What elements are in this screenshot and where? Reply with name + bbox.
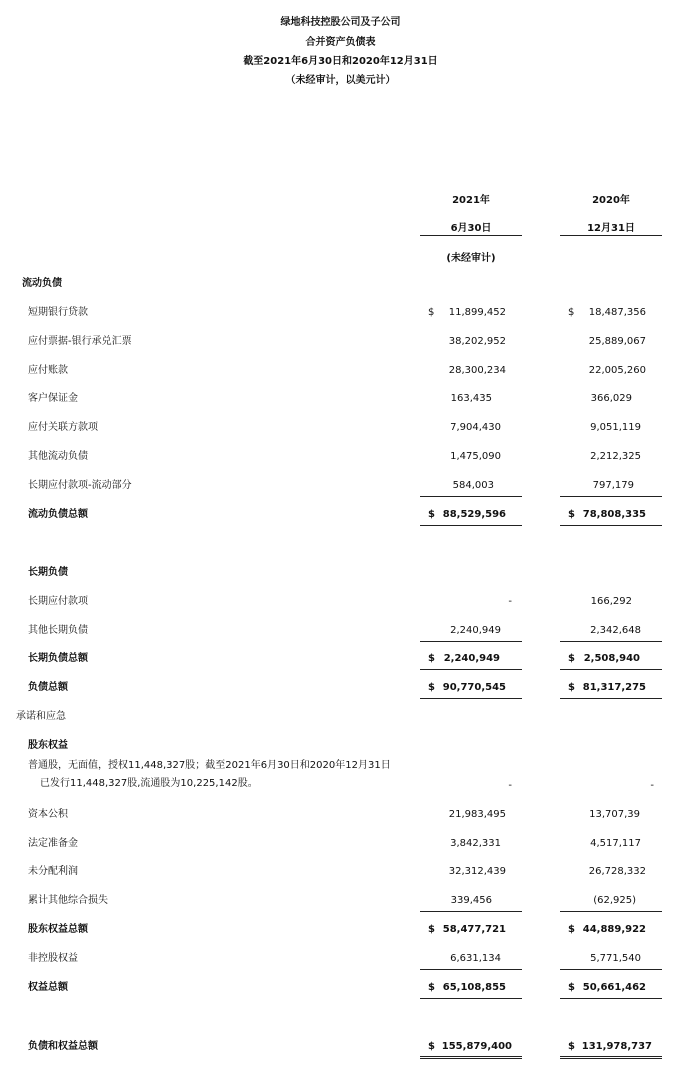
total-rule (420, 525, 522, 526)
statement-note: （未经审计，以美元计） (285, 75, 396, 86)
value-2021: 32,312,439 (448, 866, 506, 877)
value-2021: 163,435 (450, 393, 492, 404)
col2-year: 2020年 (592, 195, 630, 206)
value-2020: 4,517,117 (590, 838, 641, 849)
row-label-line2: 已发行11,448,327股,流通股为10,225,142股。 (40, 778, 258, 789)
subtotal-rule (560, 911, 662, 912)
total-rule (560, 525, 662, 526)
value-2020: - (650, 780, 654, 791)
row-label: 其他长期负债 (28, 625, 88, 636)
subtotal-rule (560, 641, 662, 642)
value-2020: 2,508,940 (583, 653, 640, 664)
value-2020: 5,771,540 (590, 953, 641, 964)
row-label: 非控股权益 (28, 953, 78, 964)
row-label: 权益总额 (28, 982, 68, 993)
value-2020: 9,051,119 (590, 422, 641, 433)
row-label-line1: 普通股，无面值，授权11,448,327股；截至2021年6月30日和2020年12月31日 (28, 760, 391, 771)
value-2021: 21,983,495 (448, 809, 506, 820)
currency-symbol: $ (428, 307, 435, 318)
row-label: 长期应付款项 (28, 596, 88, 607)
value-2021: 90,770,545 (442, 682, 506, 693)
col1-audit-note: (未经审计) (446, 253, 496, 264)
value-2021: 58,477,721 (442, 924, 506, 935)
currency-symbol: $ (568, 982, 575, 993)
currency-symbol: $ (568, 653, 575, 664)
currency-symbol: $ (568, 1041, 575, 1052)
value-2021: 7,904,430 (450, 422, 501, 433)
row-label: 流动负债总额 (28, 509, 88, 520)
row-label: 未分配利润 (28, 866, 78, 877)
total-rule (560, 669, 662, 670)
row-label: 其他流动负债 (28, 451, 88, 462)
subtotal-rule (420, 496, 522, 497)
value-2020: 44,889,922 (582, 924, 646, 935)
value-2020: (62,925) (593, 895, 636, 906)
row-label: 应付关联方款项 (28, 422, 98, 433)
value-2020: 166,292 (590, 596, 632, 607)
value-2021: 88,529,596 (442, 509, 506, 520)
subtotal-rule (560, 969, 662, 970)
currency-symbol: $ (428, 1041, 435, 1052)
col1-date: 6月30日 (450, 223, 492, 234)
total-rule (420, 698, 522, 699)
subtotal-rule (420, 911, 522, 912)
section-current-liabilities: 流动负债 (22, 278, 62, 289)
value-2021: 155,879,400 (441, 1041, 512, 1052)
row-label: 负债和权益总额 (28, 1041, 98, 1052)
value-2021: 28,300,234 (448, 365, 506, 376)
value-2021: 1,475,090 (450, 451, 501, 462)
currency-symbol: $ (428, 653, 435, 664)
total-rule (560, 698, 662, 699)
row-label: 负债总额 (28, 682, 68, 693)
value-2020: 25,889,067 (588, 336, 646, 347)
col2-header-rule (560, 235, 662, 236)
col1-year: 2021年 (452, 195, 490, 206)
value-2020: 78,808,335 (582, 509, 646, 520)
statement-period: 截至2021年6月30日和2020年12月31日 (243, 56, 438, 67)
grand-total-double-rule (560, 1056, 662, 1059)
currency-symbol: $ (428, 682, 435, 693)
value-2021: 11,899,452 (448, 307, 506, 318)
value-2020: 2,342,648 (590, 625, 641, 636)
row-label: 客户保证金 (28, 393, 78, 404)
value-2020: 797,179 (592, 480, 634, 491)
total-rule (420, 669, 522, 670)
subtotal-rule (420, 641, 522, 642)
currency-symbol: $ (568, 307, 575, 318)
row-label: 资本公积 (28, 809, 68, 820)
value-2020: 18,487,356 (588, 307, 646, 318)
company-name: 绿地科技控股公司及子公司 (280, 17, 401, 28)
row-label: 应付账款 (28, 365, 68, 376)
value-2021: - (508, 780, 512, 791)
value-2021: 2,240,949 (443, 653, 500, 664)
section-commitments: 承诺和应急 (16, 711, 66, 722)
value-2021: 3,842,331 (450, 838, 501, 849)
value-2020: 13,707,39 (589, 809, 640, 820)
value-2020: 131,978,737 (581, 1041, 652, 1052)
currency-symbol: $ (568, 682, 575, 693)
row-label: 应付票据-银行承兑汇票 (28, 336, 132, 347)
col1-header-rule (420, 235, 522, 236)
total-rule (420, 998, 522, 999)
subtotal-rule (560, 496, 662, 497)
currency-symbol: $ (428, 924, 435, 935)
value-2021: 584,003 (452, 480, 494, 491)
total-rule (560, 998, 662, 999)
value-2021: - (508, 596, 512, 607)
row-label: 长期应付款项-流动部分 (28, 480, 132, 491)
row-label: 法定准备金 (28, 838, 78, 849)
row-label: 累计其他综合损失 (28, 895, 108, 906)
value-2020: 26,728,332 (588, 866, 646, 877)
currency-symbol: $ (428, 982, 435, 993)
row-label: 股东权益总额 (28, 924, 88, 935)
value-2020: 22,005,260 (588, 365, 646, 376)
value-2021: 65,108,855 (442, 982, 506, 993)
currency-symbol: $ (568, 509, 575, 520)
value-2021: 2,240,949 (450, 625, 501, 636)
value-2021: 38,202,952 (448, 336, 506, 347)
value-2020: 50,661,462 (582, 982, 646, 993)
row-label: 短期银行贷款 (28, 307, 88, 318)
value-2020: 366,029 (590, 393, 632, 404)
section-equity: 股东权益 (28, 740, 68, 751)
value-2020: 2,212,325 (590, 451, 641, 462)
col2-date: 12月31日 (587, 223, 635, 234)
value-2021: 6,631,134 (450, 953, 501, 964)
statement-title: 合并资产负债表 (305, 37, 376, 48)
row-label: 长期负债总额 (28, 653, 88, 664)
section-long-term-liabilities: 长期负债 (28, 567, 68, 578)
subtotal-rule (420, 969, 522, 970)
currency-symbol: $ (428, 509, 435, 520)
currency-symbol: $ (568, 924, 575, 935)
value-2021: 339,456 (450, 895, 492, 906)
value-2020: 81,317,275 (582, 682, 646, 693)
grand-total-double-rule (420, 1056, 522, 1059)
